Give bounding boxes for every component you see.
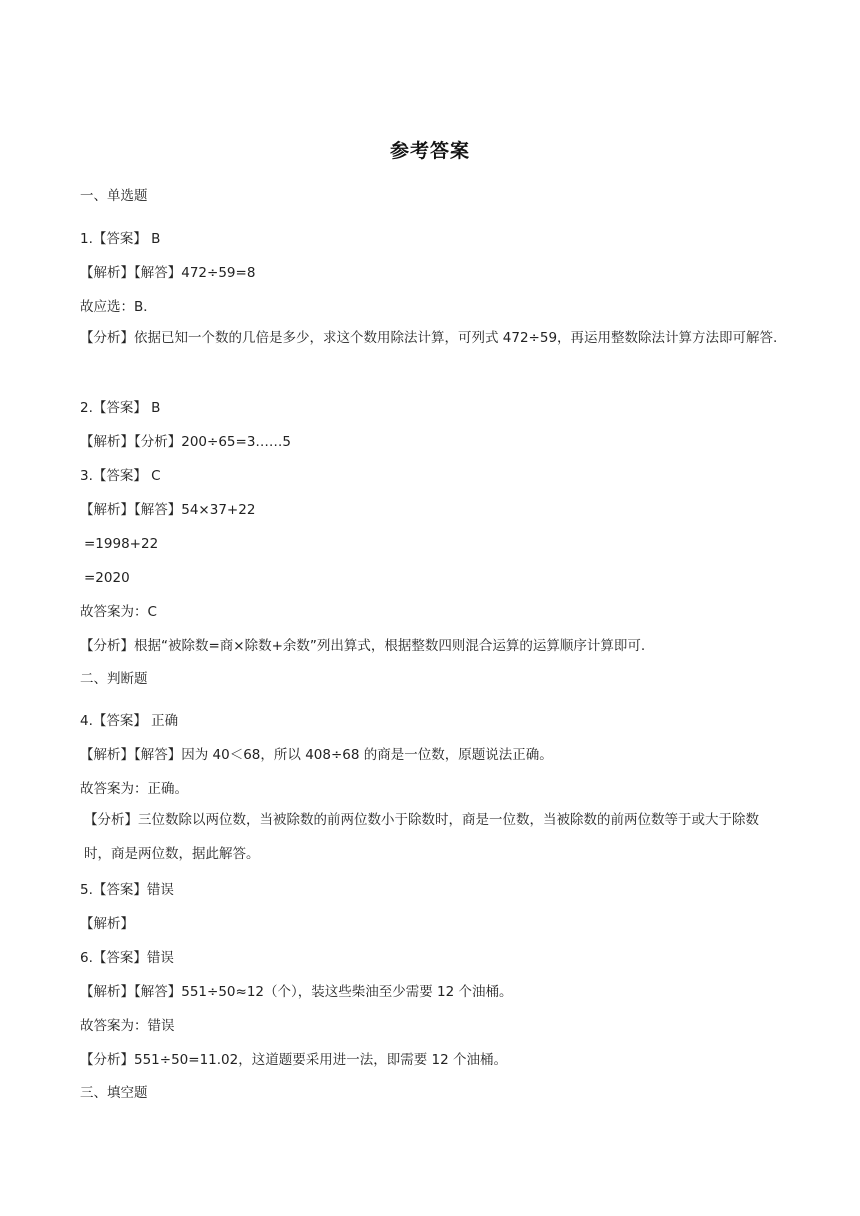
explanation-line-q4: 【解析】【解答】因为 40＜68，所以 408÷68 的商是一位数，原题说法正确。 bbox=[80, 747, 553, 763]
section-heading-true-false: 二、判断题 bbox=[80, 671, 148, 687]
answer-line-q1: 1.【答案】 B bbox=[80, 231, 161, 247]
answer-line-q3: 3.【答案】 C bbox=[80, 468, 161, 484]
section-heading-single-choice: 一、单选题 bbox=[80, 188, 148, 204]
explanation-line-q1: 【解析】【解答】472÷59=8 bbox=[80, 265, 256, 281]
conclusion-line-q1: 故应选：B． bbox=[80, 299, 157, 315]
analysis-line-q3: 【分析】根据“被除数=商×除数+余数”列出算式，根据整数四则混合运算的运算顺序计算即可. bbox=[80, 638, 646, 654]
analysis-line-q6: 【分析】551÷50=11.02，这道题要采用进一法，即需要 12 个油桶。 bbox=[80, 1052, 507, 1068]
answer-line-q4: 4.【答案】 正确 bbox=[80, 713, 179, 729]
explanation-line-q3: 【解析】【解答】54×37+22 bbox=[80, 502, 256, 518]
answer-line-q2: 2.【答案】 B bbox=[80, 400, 161, 416]
conclusion-line-q4: 故答案为：正确。 bbox=[80, 781, 188, 797]
conclusion-line-q6: 故答案为：错误 bbox=[80, 1018, 175, 1034]
answer-line-q6: 6.【答案】错误 bbox=[80, 950, 174, 966]
conclusion-line-q3: 故答案为：C bbox=[80, 604, 157, 620]
calculation-step-2-q3: =2020 bbox=[84, 570, 130, 586]
section-heading-fill-in: 三、填空题 bbox=[80, 1085, 148, 1101]
calculation-step-1-q3: =1998+22 bbox=[84, 536, 159, 552]
explanation-line-q6: 【解析】【解答】551÷50≈12（个），装这些柴油至少需要 12 个油桶。 bbox=[80, 984, 513, 1000]
analysis-paragraph-q1: 【分析】依据已知一个数的几倍是多少，求这个数用除法计算，可列式 472÷59，再运用整数除法计算方法即可解答. bbox=[80, 330, 778, 346]
explanation-line-q2: 【解析】【分析】200÷65=3……5 bbox=[80, 434, 291, 450]
analysis-paragraph-q4: 【分析】三位数除以两位数，当被除数的前两位数小于除数时，商是一位数，当被除数的前两位数等于或大于除数时，商是两位数，据此解答。 bbox=[84, 812, 759, 862]
explanation-line-q5: 【解析】 bbox=[80, 916, 134, 932]
page-title: 参考答案 bbox=[389, 140, 470, 162]
answer-line-q5: 5.【答案】错误 bbox=[80, 882, 174, 898]
